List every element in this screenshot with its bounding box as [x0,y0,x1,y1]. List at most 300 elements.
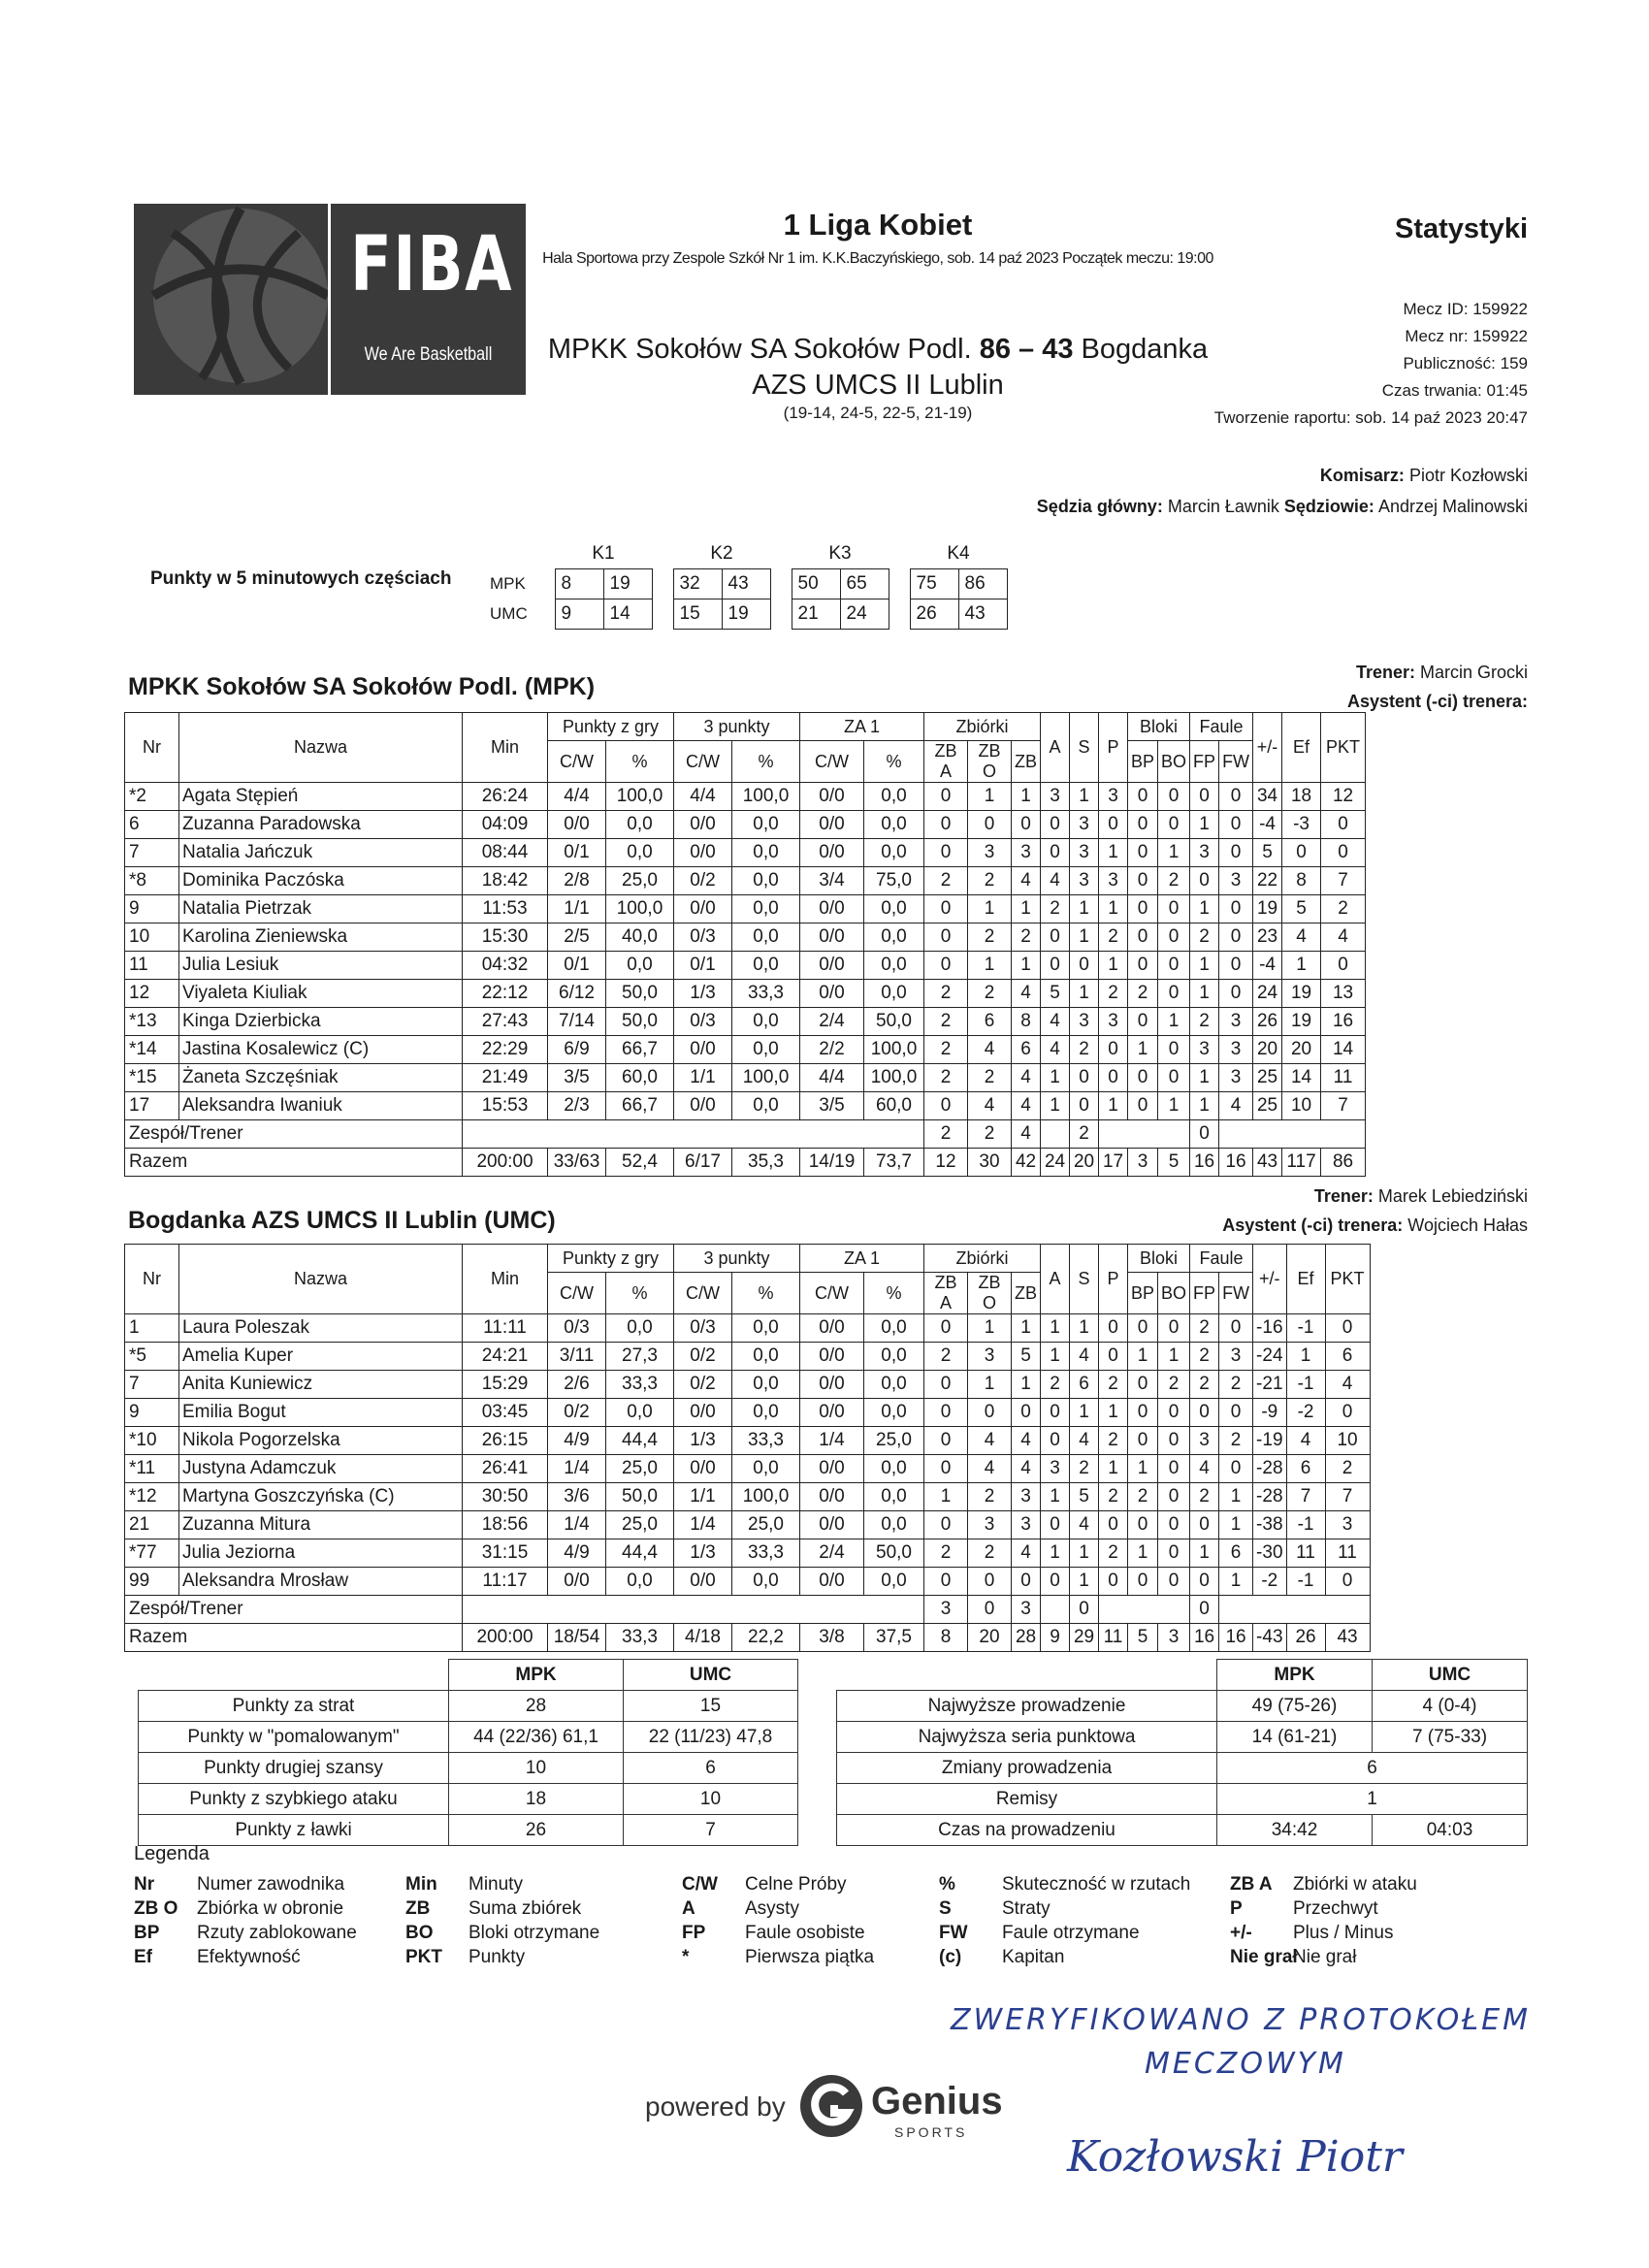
col-3p: 3 punkty [674,713,800,741]
stat-cell: 0 [1041,923,1070,952]
stat-cell: 26 [1253,1008,1282,1036]
summary-left-table [138,1659,798,1846]
stat-cell: 0/0 [800,1511,864,1539]
stat-cell: 1 [1190,811,1219,839]
stat-cell: 0 [1190,783,1219,811]
quarter-header: K3 [828,542,852,564]
stat-cell: 0/0 [674,811,732,839]
stat-cell: 0/0 [800,895,864,923]
stat-cell: 3 [1012,1483,1041,1511]
player-name: Aleksandra Iwaniuk [179,1092,463,1120]
stat-cell: 0 [1099,1511,1128,1539]
stat-cell: 60,0 [864,1092,924,1120]
summary-value: 34:42 [1217,1815,1373,1846]
stat-cell: 1 [1190,1539,1219,1568]
team-coach-row [125,1120,1418,1149]
team-fp: 0 [1190,1120,1219,1149]
stat-cell: 4 [1321,923,1366,952]
stat-cell: 0/3 [674,923,732,952]
stat-cell: 0 [1190,1511,1219,1539]
stat-cell: 3 [968,1511,1012,1539]
stat-cell: 25 [1253,1092,1282,1120]
player-row [125,783,1418,811]
stat-cell: 2 [1325,1455,1370,1483]
stat-cell: 6/12 [548,980,606,1008]
player-row [125,1568,1423,1596]
stat-cell: 2 [1190,1483,1219,1511]
stat-cell: 0 [1158,783,1190,811]
legend-item [939,1896,1051,1921]
stat-cell: 0,0 [864,1371,924,1399]
stat-cell: 25,0 [606,867,674,895]
total-cell: 6/17 [674,1149,732,1177]
col-zba: ZB A [924,741,968,783]
col-fw: FW [1219,741,1253,783]
stat-cell: 19 [1282,1008,1321,1036]
summary-row [139,1784,798,1815]
stat-cell: 44,4 [606,1539,674,1568]
legend-abbr: Nie grał [1230,1947,1298,1967]
summary-value: 15 [624,1691,798,1722]
stat-cell: 0/2 [674,1343,732,1371]
total-cell: 20 [1070,1149,1099,1177]
stat-cell: 1 [968,783,1012,811]
stat-cell: 0/2 [674,867,732,895]
stat-cell: 0 [1158,1064,1190,1092]
stat-cell: 11 [1321,1064,1366,1092]
legend-abbr: (c) [939,1947,962,1967]
stat-cell: 6 [1325,1343,1370,1371]
legend-abbr: P [1230,1898,1243,1919]
stat-cell: 2 [1099,1539,1128,1568]
player-row [125,839,1418,867]
stat-cell: 3 [1070,867,1099,895]
legend-abbr: Min [405,1874,437,1895]
stat-cell: 0 [924,1092,968,1120]
stat-cell: 0 [1041,1399,1070,1427]
stat-cell: 3 [1041,783,1070,811]
summary-value: 18 [449,1784,624,1815]
stat-cell: 5 [1253,839,1282,867]
col-fp: FP [1190,741,1219,783]
signature: Kozłowski Piotr [1067,2132,1403,2182]
total-cell: 43 [1325,1624,1370,1652]
stat-cell: 4 [1041,867,1070,895]
stat-cell: 1 [1099,839,1128,867]
total-cell: 30 [968,1149,1012,1177]
logo-brand: FIBA [350,221,514,308]
stat-cell: 08:44 [463,839,548,867]
stat-cell: 1 [1190,1092,1219,1120]
team-s: 0 [1070,1596,1099,1624]
player-row [125,867,1418,895]
stat-cell: 0,0 [864,1343,924,1371]
stat-cell: 1 [1012,895,1041,923]
stat-cell: 25,0 [732,1511,800,1539]
stat-cell: -21 [1253,1371,1286,1399]
stat-cell: 5 [1282,895,1321,923]
stat-cell: 0 [1041,1427,1070,1455]
quarter-score: 65 [840,568,889,599]
stat-cell: 1 [1041,1343,1070,1371]
team1-coach: Marcin Grocki [1419,663,1528,682]
logo-tagline: We Are Basketball [364,344,493,365]
summary-row [837,1784,1528,1815]
stat-cell: 18:42 [463,867,548,895]
stat-cell: 5 [1041,980,1070,1008]
team2-coaches [1116,1182,1528,1240]
stat-cell: 0 [1128,1008,1158,1036]
legend-item [405,1896,581,1921]
player-row [125,1343,1423,1371]
total-cell: 52,4 [606,1149,674,1177]
legend-item [939,1921,1140,1945]
player-name: Dominika Paczóska [179,867,463,895]
stat-cell: 11 [1286,1539,1325,1568]
stat-cell: 25,0 [606,1455,674,1483]
stat-cell: 3 [1070,839,1099,867]
total-cell: -43 [1253,1624,1286,1652]
summary-row [837,1753,1528,1784]
stat-cell: 03:45 [463,1399,548,1427]
stat-cell: 2 [968,867,1012,895]
genius-logo-icon [797,2072,865,2140]
stat-cell: 0 [1099,1314,1128,1343]
stat-cell: 4 [1282,923,1321,952]
stat-cell: 4/9 [548,1427,606,1455]
legend-desc: Straty [1002,1898,1051,1919]
legend-desc: Skuteczność w rzutach [1002,1874,1191,1895]
stat-cell: 0 [1219,1455,1253,1483]
stat-cell: 100,0 [606,895,674,923]
stat-cell: 1 [1158,1092,1190,1120]
stat-cell: 0 [1128,811,1158,839]
stat-cell: 0 [1128,1427,1158,1455]
col-pkt: PKT [1325,1245,1370,1314]
col-fouls: Faule [1190,1245,1253,1273]
stat-cell: 24 [1253,980,1282,1008]
player-name: Viyaleta Kiuliak [179,980,463,1008]
stat-cell: 25 [1253,1064,1282,1092]
stat-cell: 0 [1041,1568,1070,1596]
stat-cell: 0 [1012,1568,1041,1596]
total-cell: 200:00 [463,1624,548,1652]
stat-cell: 4/4 [800,1064,864,1092]
stat-cell: 0 [1128,895,1158,923]
stat-cell: 0/3 [674,1008,732,1036]
stat-cell: 0 [1321,811,1366,839]
legend-desc: Minuty [469,1874,523,1895]
total-cell: 16 [1219,1149,1253,1177]
col-ft: ZA 1 [800,1245,924,1273]
player-name: Agata Stępień [179,783,463,811]
summary-label: Czas na prowadzeniu [837,1815,1217,1846]
stat-cell: 4 [1190,1455,1219,1483]
stat-cell: 0 [1158,952,1190,980]
stat-cell: 1 [968,952,1012,980]
stat-cell: 0 [1219,980,1253,1008]
stat-cell: 13 [1321,980,1366,1008]
stat-cell: 50,0 [864,1539,924,1568]
stat-cell: 0,0 [732,1568,800,1596]
total-cell: 3/8 [800,1624,864,1652]
stat-cell: 0 [1219,1399,1253,1427]
stat-cell: 0 [1099,811,1128,839]
stat-cell: 15:29 [463,1371,548,1399]
stat-cell: -30 [1253,1539,1286,1568]
stat-cell: 16 [1321,1008,1366,1036]
stat-cell: 0 [968,1568,1012,1596]
stat-cell: 1 [1282,952,1321,980]
stat-cell: 21:49 [463,1064,548,1092]
player-number: 9 [125,1399,179,1427]
stat-cell: 0 [1282,839,1321,867]
team2-assistant-label: Asystent (-ci) trenera: [1222,1215,1404,1235]
player-name: Julia Lesiuk [179,952,463,980]
col-cw: C/W [800,741,864,783]
stat-cell: 0,0 [864,952,924,980]
summary-header: UMC [624,1660,798,1691]
stat-cell: 2 [1099,923,1128,952]
stat-cell: 1 [1219,1483,1253,1511]
total-cell: 8 [924,1624,968,1652]
total-cell: 117 [1282,1149,1321,1177]
legend-item [134,1872,344,1896]
summary-header: MPK [449,1660,624,1691]
col-p: P [1099,713,1128,783]
stat-cell: 0/0 [800,1483,864,1511]
stat-cell: 66,7 [606,1092,674,1120]
summary-row [139,1722,798,1753]
stat-cell: 4 [968,1427,1012,1455]
stat-cell: -1 [1286,1568,1325,1596]
legend-item [1230,1945,1356,1969]
team1-coaches [1116,658,1528,716]
team1-stats-table [124,712,1418,1177]
stat-cell: 8 [1282,867,1321,895]
legend-abbr: % [939,1874,955,1895]
summary-label: Punkty za strat [139,1691,449,1722]
col-cw: C/W [674,1273,732,1314]
stat-cell: 4 [968,1455,1012,1483]
summary-label: Remisy [837,1784,1217,1815]
total-cell: 3 [1128,1149,1158,1177]
stat-cell: 4 [1286,1427,1325,1455]
stat-cell: 2/8 [548,867,606,895]
team2-coach: Marek Lebiedziński [1377,1186,1528,1206]
legend-abbr: FW [939,1923,968,1943]
stat-cell: -1 [1286,1314,1325,1343]
stat-cell: 0,0 [864,895,924,923]
stat-cell: 0,0 [864,811,924,839]
quarter-score: 19 [603,568,652,599]
player-name: Martyna Goszczyńska (C) [179,1483,463,1511]
legend-desc: Faule osobiste [745,1923,865,1943]
player-number: 99 [125,1568,179,1596]
quarter-team: MPK [490,573,526,593]
stat-cell: 0 [924,895,968,923]
stat-cell: 4 [1041,1008,1070,1036]
player-name: Amelia Kuper [179,1343,463,1371]
col-pct: % [732,1273,800,1314]
player-number: 21 [125,1511,179,1539]
stat-cell: 2/3 [548,1092,606,1120]
basketball-icon [134,204,328,395]
quarter-score: 15 [673,599,722,629]
player-number: *10 [125,1427,179,1455]
quarter-score: 86 [958,568,1007,599]
stat-cell: 1 [1128,1343,1158,1371]
player-number: *11 [125,1455,179,1483]
stat-cell: 0,0 [864,923,924,952]
stat-cell: 3 [1190,839,1219,867]
team2-assistant: Wojciech Hałas [1407,1215,1528,1235]
stat-cell: 14 [1282,1064,1321,1092]
stat-cell: 10 [1325,1427,1370,1455]
home-team: MPKK Sokołów SA Sokołów Podl. [547,334,972,365]
stat-cell: -28 [1253,1483,1286,1511]
stat-cell: 60,0 [606,1064,674,1092]
col-ef: Ef [1286,1245,1325,1314]
summary-value: 22 (11/23) 47,8 [624,1722,798,1753]
stat-cell: 0 [1219,1314,1253,1343]
officials [873,460,1528,522]
stat-cell: 1 [1070,923,1099,952]
player-number: 7 [125,839,179,867]
stat-cell: 2 [968,1539,1012,1568]
col-bp: BP [1128,741,1158,783]
stat-cell: 14 [1321,1036,1366,1064]
quarter-score: 9 [555,599,603,629]
legend-abbr: S [939,1898,952,1919]
total-cell: 26 [1286,1624,1325,1652]
col-blk: Bloki [1128,1245,1190,1273]
stat-cell: -28 [1253,1455,1286,1483]
stat-cell: 0 [1158,1036,1190,1064]
stat-cell: 50,0 [864,1008,924,1036]
summary-row [837,1815,1528,1846]
stat-cell: 0 [1158,923,1190,952]
stat-cell: 0 [1219,811,1253,839]
stat-cell: 0 [924,1568,968,1596]
stat-cell: 4 [968,1092,1012,1120]
player-row [125,1064,1418,1092]
legend-item [939,1945,1064,1969]
stat-cell: 0,0 [732,839,800,867]
stat-cell: 25,0 [864,1427,924,1455]
stat-cell: 25,0 [606,1511,674,1539]
stat-cell: 0 [924,1399,968,1427]
legend-item [134,1896,343,1921]
team1-coach-label: Trener: [1355,663,1415,682]
player-number: 12 [125,980,179,1008]
stat-cell: 0/0 [800,1568,864,1596]
report-title: Statystyki [1394,213,1528,244]
stat-cell: 0/0 [674,1455,732,1483]
total-cell: 37,5 [864,1624,924,1652]
stat-cell: 0/0 [674,839,732,867]
summary-value: 14 (61-21) [1217,1722,1373,1753]
col-a: A [1041,713,1070,783]
legend-item [405,1872,523,1896]
player-number: *14 [125,1036,179,1064]
stat-cell: 1 [1041,1483,1070,1511]
stat-cell: 0 [1158,811,1190,839]
total-cell: 33/63 [548,1149,606,1177]
summary-header: UMC [1373,1660,1528,1691]
stat-cell: 2 [1158,1371,1190,1399]
team-zbo: 0 [968,1596,1012,1624]
player-name: Kinga Dzierbicka [179,1008,463,1036]
stat-cell: 0/3 [674,1314,732,1343]
meta-line: Czas trwania: 01:45 [1381,381,1528,400]
stat-cell: 0 [1041,839,1070,867]
stat-cell: 20 [1282,1036,1321,1064]
quarter-score: 75 [910,568,958,599]
player-row [125,1539,1423,1568]
stat-cell: 22 [1253,867,1282,895]
stat-cell: 0,0 [864,1511,924,1539]
stat-cell: 0 [1158,1314,1190,1343]
team1-title: MPKK Sokołów SA Sokołów Podl. (MPK) [128,673,596,700]
stat-cell: 11:11 [463,1314,548,1343]
col-zb: ZB [1012,741,1041,783]
stat-cell: 19 [1253,895,1282,923]
stat-cell: 0/0 [674,895,732,923]
stat-cell: 0 [924,811,968,839]
stat-cell: 33,3 [732,1539,800,1568]
stat-cell: 2 [968,1483,1012,1511]
stat-cell: 0 [1099,1036,1128,1064]
stat-cell: 4 [1041,1036,1070,1064]
legend-item [405,1945,525,1969]
stat-cell: 12 [1321,783,1366,811]
team2-stats-table [124,1244,1423,1652]
venue-info: Hala Sportowa przy Zespole Szkół Nr 1 im. K.K.Baczyńskiego, sob. 14 paź 2023 Początek meczu: 19:00 [542,250,1213,267]
player-row [125,1314,1423,1343]
stat-cell: 4 [1012,867,1041,895]
stat-cell: 23 [1253,923,1282,952]
col-pct: % [864,741,924,783]
stat-cell: 1 [1190,952,1219,980]
total-cell: 86 [1321,1149,1366,1177]
stat-cell: 2 [924,1343,968,1371]
stat-cell: 2 [968,923,1012,952]
stat-cell: 0 [1070,952,1099,980]
stat-cell: 5 [1012,1343,1041,1371]
total-cell: 14/19 [800,1149,864,1177]
total-cell: 200:00 [463,1149,548,1177]
stat-cell: 2 [924,1539,968,1568]
stat-cell: 0,0 [606,1314,674,1343]
col-min: Min [463,1245,548,1314]
stat-cell: 0 [1190,1568,1219,1596]
stat-cell: 0 [1070,1064,1099,1092]
stat-cell: 0 [1325,1314,1370,1343]
summary-value: 7 [624,1815,798,1846]
player-name: Emilia Bogut [179,1399,463,1427]
player-number: *8 [125,867,179,895]
legend-abbr: A [682,1898,695,1919]
stat-cell: 1/1 [548,895,606,923]
player-name: Żaneta Szczęśniak [179,1064,463,1092]
stat-cell: 2 [1190,1343,1219,1371]
total-cell: 29 [1070,1624,1099,1652]
player-row [125,1511,1423,1539]
stat-cell: 7 [1321,867,1366,895]
stat-cell: 26:15 [463,1427,548,1455]
player-number: 17 [125,1092,179,1120]
